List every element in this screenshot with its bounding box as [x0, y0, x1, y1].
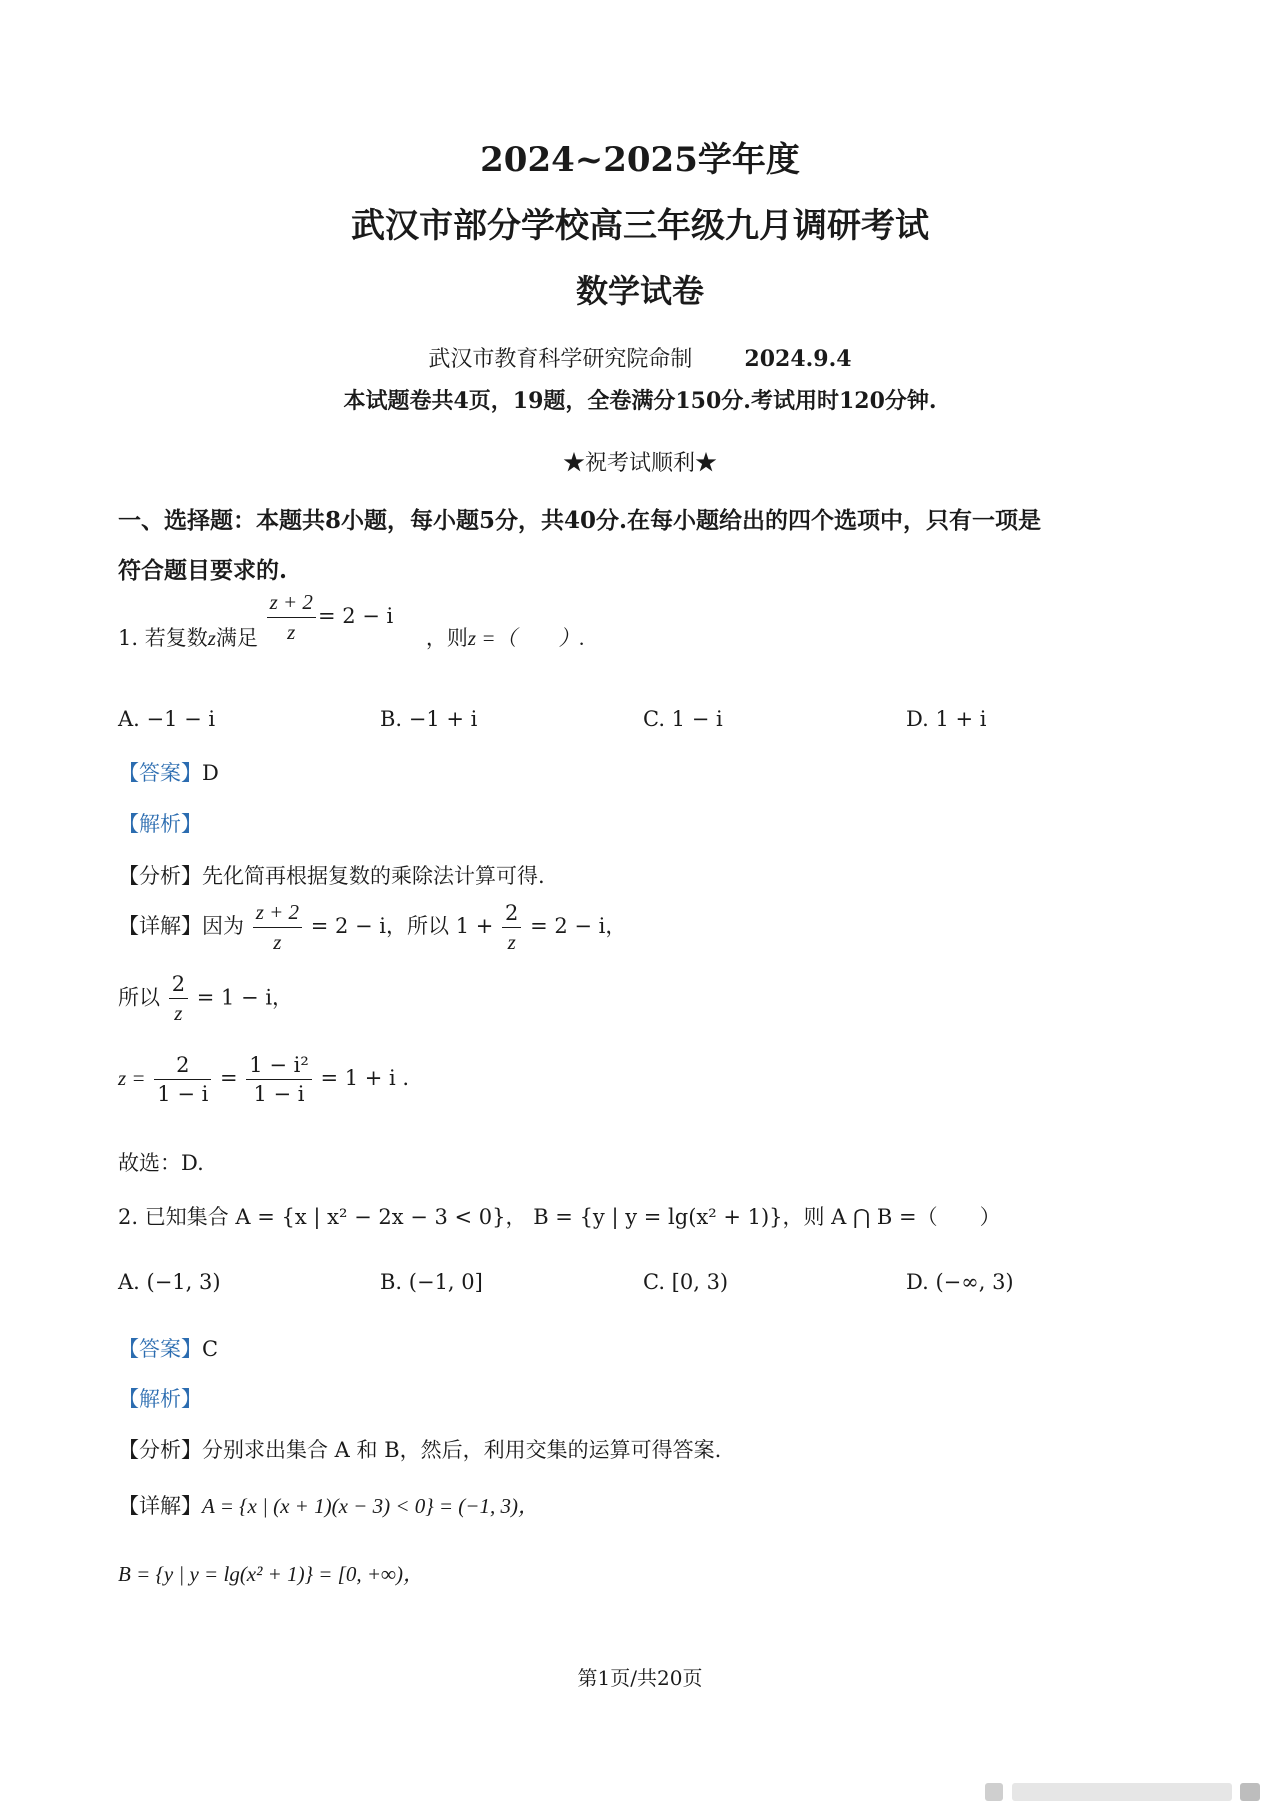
- q1-stem-mid: 满足: [215, 626, 258, 650]
- section-heading-line1: 一、选择题：本题共8小题，每小题5分，共40分.在每小题给出的四个选项中，只有一项是: [118, 507, 1042, 534]
- q1-step3-a: z =: [118, 1066, 146, 1090]
- fenxi-label: 【分析】: [118, 864, 202, 888]
- q1-step1-num: z + 2: [253, 900, 302, 928]
- subject-title: 数学试卷: [575, 272, 704, 310]
- q1-fraction: [267, 590, 316, 645]
- scroll-track[interactable]: [1012, 1783, 1232, 1801]
- good-luck: ★祝考试顺利★: [562, 451, 717, 476]
- scroll-thumb[interactable]: [985, 1783, 1003, 1801]
- q1-step2-num: 2: [169, 972, 188, 999]
- q1-step3-num2: 1 − i²: [246, 1053, 311, 1080]
- q1-step3-num1: 2: [154, 1053, 211, 1080]
- exam-info: 本试题卷共4页，19题，全卷满分150分.考试用时120分钟.: [343, 388, 937, 414]
- school-year: 2024~2025学年度: [480, 140, 800, 180]
- menu-icon[interactable]: [1240, 1783, 1260, 1801]
- q2-stem: 2. 已知集合 A = {x | x² − 2x − 3 < 0}， B = {y | y = lg(x² + 1)}，则 A ⋂ B =（ ）: [118, 1205, 1001, 1229]
- q2-analysis-label: 【解析】: [118, 1387, 202, 1411]
- q1-step2-a: 所以: [118, 985, 160, 1010]
- q1-step3-frac2: [246, 1053, 311, 1106]
- q1-answer: [118, 757, 219, 787]
- q2-step1: [118, 1490, 539, 1520]
- q1-step3-b: = 1 + i .: [320, 1066, 410, 1090]
- answer-value: D: [202, 761, 219, 785]
- q2-option-d: D. (−∞, 3): [906, 1270, 1014, 1294]
- q1-conclusion: 故选：D.: [118, 1151, 204, 1175]
- q1-analysis-label: 【解析】: [118, 812, 202, 836]
- q1-fenxi: [118, 860, 545, 890]
- q1-step3-den1: 1 − i: [157, 1082, 209, 1106]
- q1-stem-prefix: 1. 若复数: [118, 626, 208, 650]
- q1-step3-frac1: [154, 1053, 211, 1106]
- fenxi-text: 分别求出集合 A 和 B，然后，利用交集的运算可得答案.: [202, 1438, 722, 1462]
- page-number: 第1页/共20页: [577, 1666, 703, 1690]
- q1-option-d: D. 1 + i: [906, 707, 987, 731]
- q1-step1-frac2: [502, 901, 521, 955]
- q2-option-b: B. (−1, 0]: [380, 1270, 483, 1294]
- q2-answer: [118, 1333, 218, 1363]
- q1-stem-then: ，则: [425, 626, 468, 650]
- q1-option-b: B. −1 + i: [380, 707, 478, 731]
- q2-step2: B = {y | y = lg(x² + 1)} = [0, +∞)，: [118, 1562, 424, 1586]
- xiangjie-label: 【详解】: [118, 914, 202, 938]
- q2-fenxi: [118, 1434, 721, 1464]
- fenxi-label: 【分析】: [118, 1438, 202, 1462]
- q1-option-a: A. −1 − i: [118, 707, 216, 731]
- q1-step1-a: 因为: [202, 914, 244, 938]
- q2-option-a: A. (−1, 3): [118, 1270, 221, 1294]
- fenxi-text: 先化简再根据复数的乘除法计算可得.: [202, 864, 545, 888]
- q1-var: z: [207, 626, 216, 650]
- q1-option-c: C. 1 − i: [643, 707, 723, 731]
- org-date-line: [0, 342, 1280, 373]
- q2-step1-text: A = {x | (x + 1)(x − 3) < 0} = (−1, 3)，: [202, 1494, 539, 1518]
- q1-step1-frac: [253, 900, 302, 955]
- q1-step1-den2: z: [507, 929, 516, 954]
- section-heading-line2: 符合题目要求的.: [118, 557, 288, 584]
- q2-option-c: C. [0, 3): [643, 1270, 729, 1294]
- q1-frac-num: z + 2: [267, 590, 316, 618]
- org: 武汉市教育科学研究院命制: [428, 347, 693, 372]
- q1-step2: [118, 972, 293, 1026]
- q1-step2-b: = 1 − i，: [196, 985, 294, 1010]
- q1-step1: [118, 900, 626, 955]
- q1-step3-den2: 1 − i: [253, 1082, 305, 1106]
- answer-label: 【答案】: [118, 1337, 202, 1361]
- q1-step3-eq: =: [220, 1066, 238, 1090]
- q1-frac-rhs: = 2 − i: [317, 604, 394, 628]
- q1-step1-den: z: [273, 930, 282, 954]
- q1-step2-frac: [169, 972, 188, 1026]
- q1-step1-num2: 2: [502, 901, 521, 928]
- q1-step2-den: z: [174, 1001, 183, 1025]
- xiangjie-label: 【详解】: [118, 1494, 202, 1518]
- answer-value: C: [202, 1337, 219, 1361]
- q1-step3: [118, 1053, 409, 1106]
- exam-date: 2024.9.4: [744, 346, 852, 372]
- q1-stem-ask: z =（ ）.: [467, 626, 585, 650]
- q1-frac-den: z: [287, 620, 296, 644]
- answer-label: 【答案】: [118, 761, 202, 785]
- q1-step1-b: = 2 − i，所以 1 +: [310, 914, 494, 938]
- q1-stem: [118, 590, 585, 667]
- exam-title: 武汉市部分学校高三年级九月调研考试: [351, 206, 929, 246]
- q1-step1-c: = 2 − i，: [530, 914, 627, 938]
